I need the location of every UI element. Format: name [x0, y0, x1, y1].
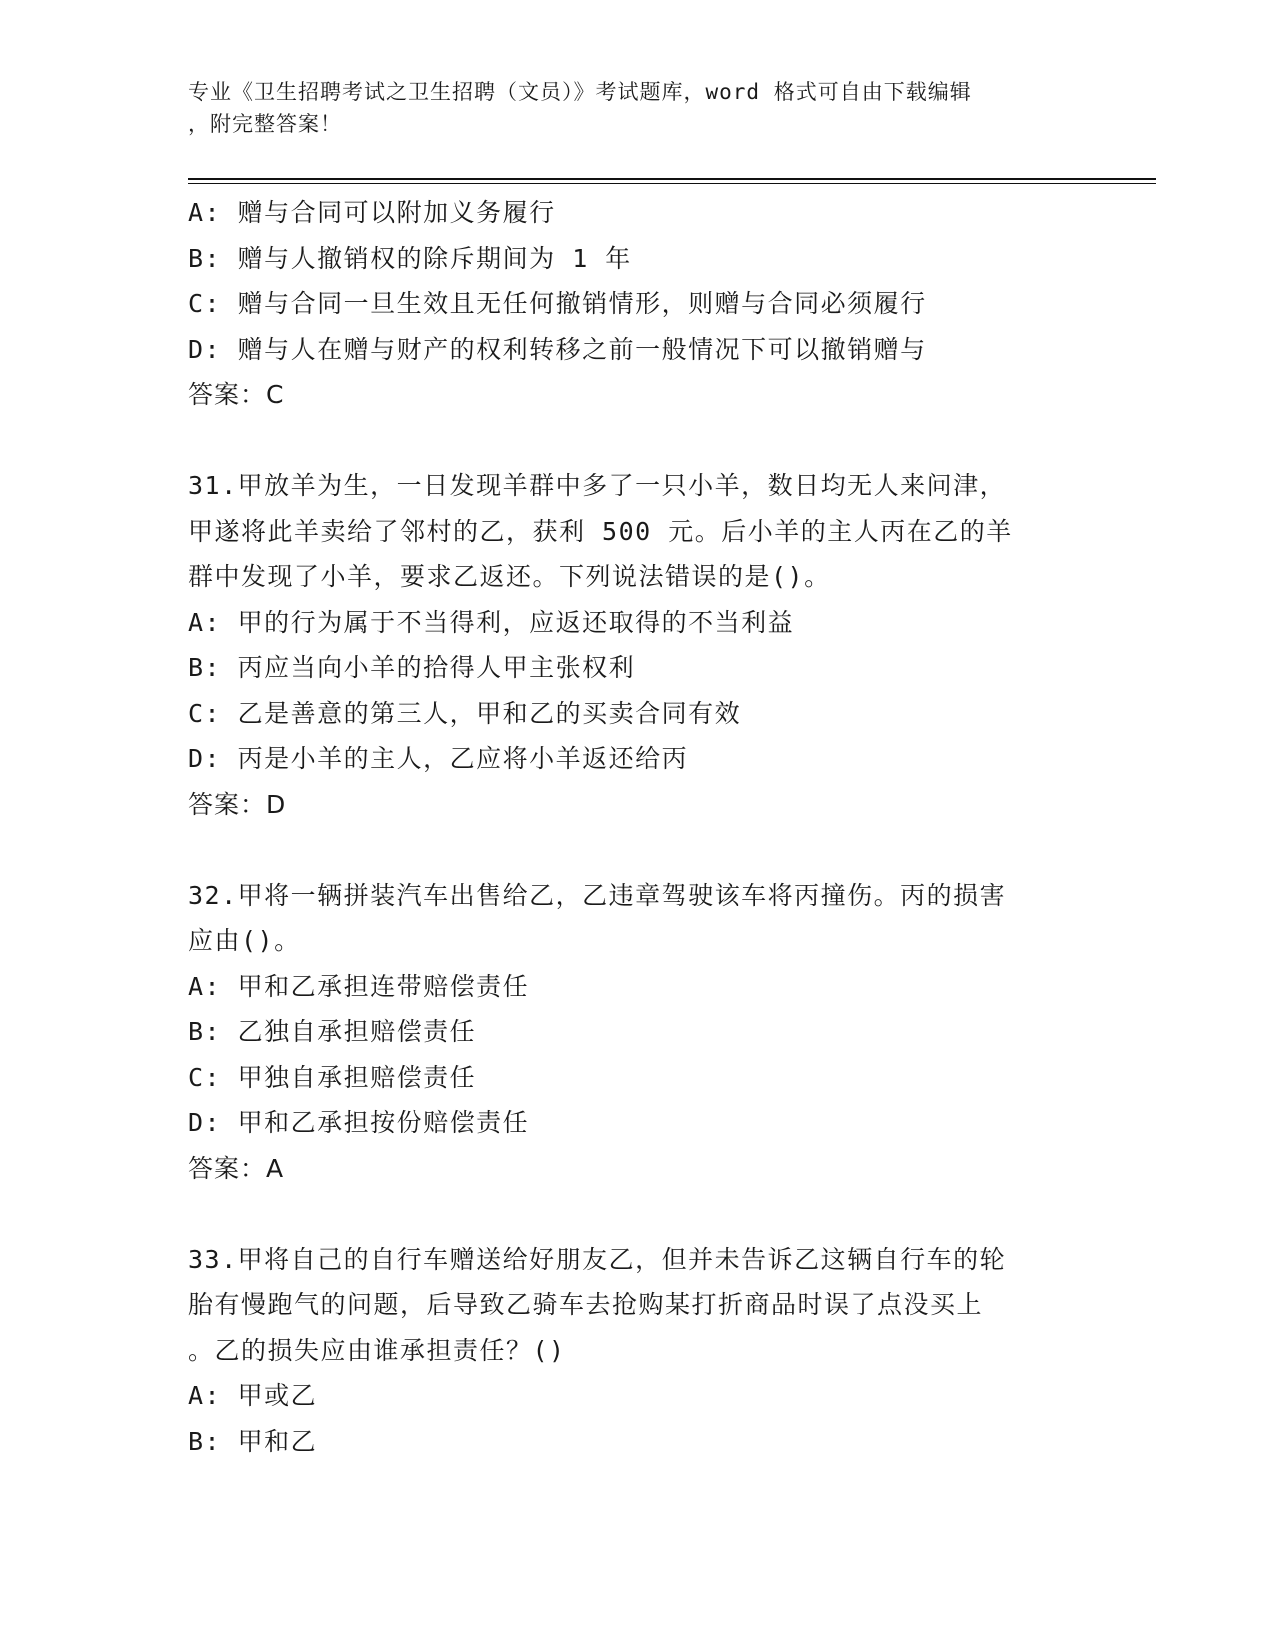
spacer	[188, 418, 1088, 464]
question-stem: 甲遂将此羊卖给了邻村的乙，获利 500 元。后小羊的主人丙在乙的羊	[188, 516, 1013, 546]
header-rule-thick	[188, 178, 1156, 180]
option-d: D: 丙是小羊的主人，乙应将小羊返还给丙	[188, 744, 689, 773]
question-32	[188, 873, 1088, 1192]
question-stem: 32.甲将一辆拼装汽车出售给乙，乙违章驾驶该车将丙撞伤。丙的损害	[188, 880, 1007, 910]
option-a: A: 赠与合同可以附加义务履行	[188, 198, 556, 227]
option-c: C: 乙是善意的第三人，甲和乙的买卖合同有效	[188, 698, 742, 728]
question-stem: 31.甲放羊为生，一日发现羊群中多了一只小羊，数日均无人来问津，	[188, 471, 1007, 500]
option-b: B: 甲和乙	[188, 1426, 318, 1456]
spacer	[188, 1191, 1088, 1237]
option-d: D: 甲和乙承担按份赔偿责任	[188, 1108, 530, 1137]
option-a: A: 甲和乙承担连带赔偿责任	[188, 971, 530, 1001]
option-a: A: 甲的行为属于不当得利，应返还取得的不当利益	[188, 607, 795, 637]
option-a: A: 甲或乙	[188, 1381, 318, 1410]
option-c: C: 赠与合同一旦生效且无任何撤销情形，则赠与合同必须履行	[188, 289, 927, 318]
answer: 答案：A	[188, 1153, 285, 1183]
option-b: B: 赠与人撤销权的除斥期间为 1 年	[188, 243, 632, 273]
question-33	[188, 1237, 1088, 1465]
header-line: ，附完整答案！	[188, 112, 342, 136]
question-stem: 胎有慢跑气的问题，后导致乙骑车去抢购某打折商品时误了点没买上	[188, 1290, 984, 1319]
question-stem: 应由()。	[188, 926, 301, 955]
question-31	[188, 463, 1088, 827]
question-stem: 群中发现了小羊，要求乙返还。下列说法错误的是()。	[188, 562, 831, 591]
document-header	[188, 76, 1068, 140]
question-stem: 。乙的损失应由谁承担责任？()	[188, 1335, 566, 1365]
question-list	[188, 190, 1088, 1464]
option-b: B: 乙独自承担赔偿责任	[188, 1017, 477, 1046]
header-rule-thin	[188, 183, 1156, 184]
answer: 答案：D	[188, 789, 287, 819]
question-30-tail	[188, 190, 1088, 418]
option-b: B: 丙应当向小羊的拾得人甲主张权利	[188, 653, 636, 682]
header-line: 专业《卫生招聘考试之卫生招聘（文员）》考试题库，word 格式可自由下载编辑	[188, 80, 972, 104]
option-c: C: 甲独自承担赔偿责任	[188, 1062, 477, 1092]
question-stem: 33.甲将自己的自行车赠送给好朋友乙，但并未告诉乙这辆自行车的轮	[188, 1244, 1007, 1274]
spacer	[188, 827, 1088, 873]
answer: 答案：C	[188, 380, 285, 409]
option-d: D: 赠与人在赠与财产的权利转移之前一般情况下可以撤销赠与	[188, 334, 927, 364]
